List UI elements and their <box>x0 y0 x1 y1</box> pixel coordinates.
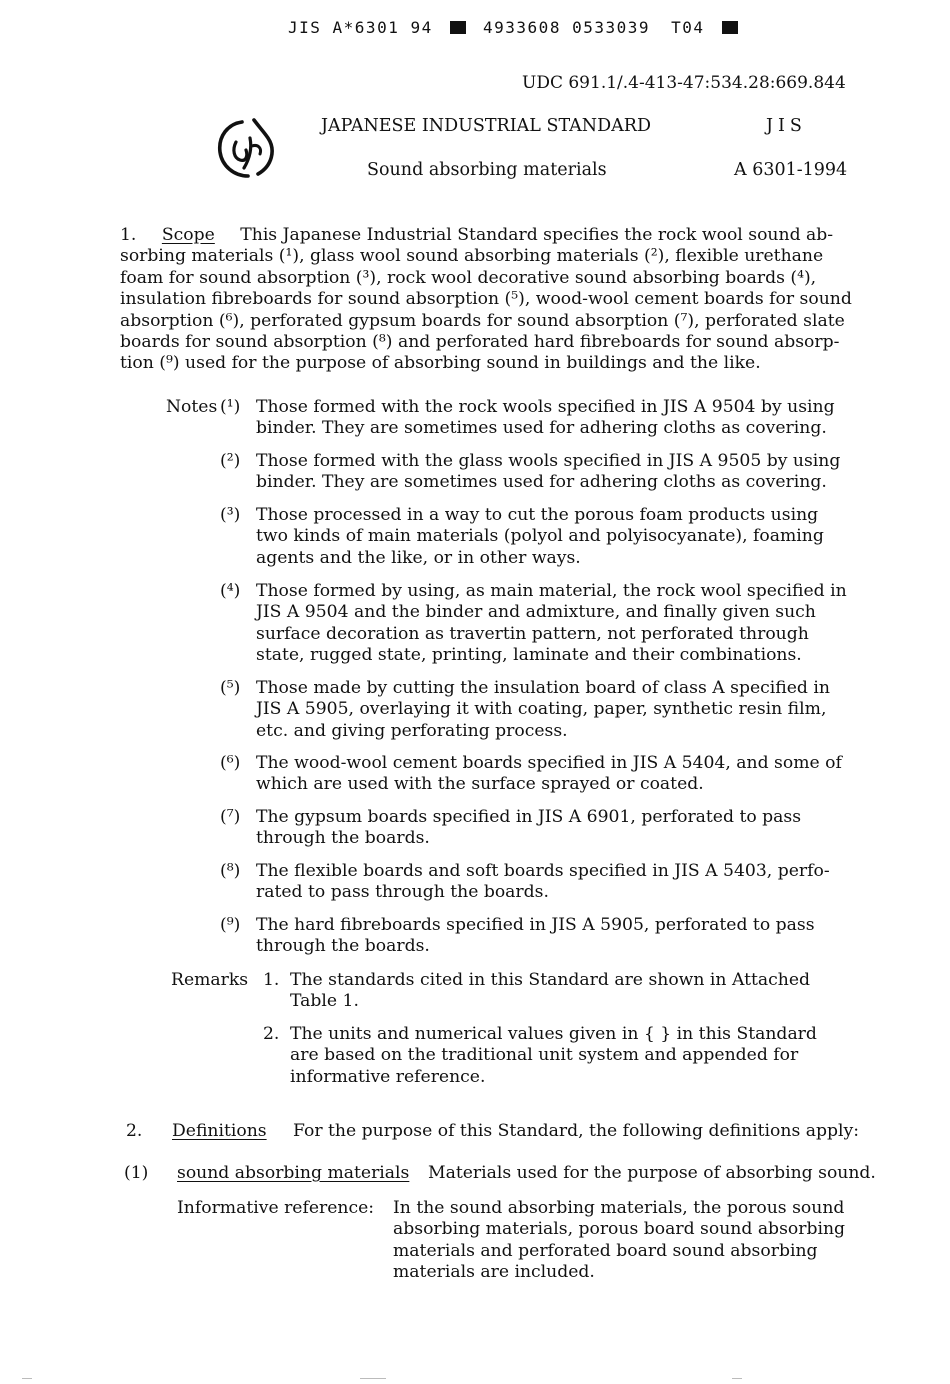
scope-number: 1. <box>120 225 137 245</box>
note-marker: (⁷) <box>220 807 241 827</box>
note-marker: (⁴) <box>220 581 241 601</box>
remark-line: The units and numerical values given in { } in this Standard <box>290 1024 817 1044</box>
definitions-number: 2. <box>126 1121 143 1141</box>
info-line: materials and perforated board sound absorbing <box>393 1240 818 1261</box>
note-line: Those formed with the rock wools specified in JIS A 9504 by using <box>256 397 835 417</box>
info-line: materials are included. <box>393 1262 595 1283</box>
note-5 <box>256 678 830 742</box>
remark-line: are based on the traditional unit system and appended for <box>290 1045 799 1066</box>
standard-title: JAPANESE INDUSTRIAL STANDARD <box>321 116 651 136</box>
note-line: agents and the like, or in other ways. <box>256 547 581 568</box>
definition-term: sound absorbing materials <box>177 1163 410 1183</box>
remarks-label: Remarks <box>171 970 249 990</box>
note-1 <box>256 397 835 440</box>
informative-reference-label: Informative reference: <box>177 1198 375 1218</box>
informative-reference-text <box>393 1198 845 1284</box>
scope-text-line: boards for sound absorption (⁸) and perforated hard fibreboards for sound absorp- <box>120 332 840 353</box>
note-line: two kinds of main materials (polyol and polyisocyanate), foaming <box>256 526 824 547</box>
standard-subtitle: Sound absorbing materials <box>367 160 607 180</box>
udc-number: UDC 691.1/.4-413-47:534.28:669.844 <box>522 73 846 93</box>
note-line: binder. They are sometimes used for adhering cloths as covering. <box>256 418 827 439</box>
definition-number: (1) <box>124 1163 149 1183</box>
note-7 <box>256 807 801 850</box>
note-8 <box>256 861 830 904</box>
note-line: surface decoration as travertin pattern, not perforated through <box>256 623 809 644</box>
code-right-b: T04 <box>671 18 705 37</box>
note-line: binder. They are sometimes used for adhering cloths as covering. <box>256 472 827 493</box>
remark-2 <box>290 1024 817 1088</box>
note-line: rated to pass through the boards. <box>256 882 549 903</box>
scan-mark <box>22 1378 32 1379</box>
definitions-heading: Definitions <box>172 1121 267 1141</box>
scope-text-line: tion (⁹) used for the purpose of absorbing sound in buildings and the like. <box>120 353 761 374</box>
note-marker: (¹) <box>220 397 241 417</box>
code-left: JIS A*6301 94 <box>288 18 433 37</box>
block-mark-end <box>722 21 738 34</box>
note-line: through the boards. <box>256 828 430 849</box>
remark-1 <box>290 970 810 1013</box>
document-code-line <box>288 18 744 37</box>
note-line: etc. and giving perforating process. <box>256 720 568 741</box>
jis-label: JIS <box>766 116 807 136</box>
note-6 <box>256 753 842 796</box>
notes-label: Notes <box>166 397 218 417</box>
definition-text: Materials used for the purpose of absorbing sound. <box>428 1163 876 1183</box>
info-line: absorbing materials, porous board sound absorbing <box>393 1219 846 1240</box>
scope-text-line: absorption (⁶), perforated gypsum boards for sound absorption (⁷), perforated slate <box>120 310 845 331</box>
remark-line: informative reference. <box>290 1066 486 1087</box>
code-right-a: 4933608 0533039 <box>483 18 651 37</box>
remark-line: The standards cited in this Standard are shown in Attached <box>290 970 810 990</box>
definitions-text: For the purpose of this Standard, the following definitions apply: <box>293 1121 860 1141</box>
note-line: JIS A 9504 and the binder and admixture, and finally given such <box>256 602 816 623</box>
note-marker: (³) <box>220 505 241 525</box>
note-line: Those made by cutting the insulation board of class A specified in <box>256 678 830 698</box>
standard-number: A 6301-1994 <box>734 160 848 180</box>
note-marker: (⁸) <box>220 861 241 881</box>
note-marker: (²) <box>220 451 241 471</box>
scan-mark <box>732 1378 742 1379</box>
note-3 <box>256 505 824 569</box>
scope-text-line: foam for sound absorption (³), rock wool decorative sound absorbing boards (⁴), <box>120 267 817 288</box>
scope-section <box>120 225 852 375</box>
note-line: Those formed with the glass wools specified in JIS A 9505 by using <box>256 451 841 471</box>
remark-marker: 2. <box>263 1024 280 1044</box>
jis-mark-logo <box>214 116 278 182</box>
note-line: Those processed in a way to cut the porous foam products using <box>256 505 819 525</box>
note-line: The wood-wool cement boards specified in JIS A 5404, and some of <box>256 753 842 773</box>
note-marker: (⁹) <box>220 915 241 935</box>
note-marker: (⁶) <box>220 753 241 773</box>
info-line: In the sound absorbing materials, the porous sound <box>393 1198 845 1218</box>
note-marker: (⁵) <box>220 678 241 698</box>
note-line: The flexible boards and soft boards specified in JIS A 5403, perfo- <box>256 861 830 881</box>
scope-heading: Scope <box>161 225 215 245</box>
note-4 <box>256 581 847 667</box>
note-line: through the boards. <box>256 936 430 957</box>
note-line: JIS A 5905, overlaying it with coating, paper, synthetic resin film, <box>256 699 827 720</box>
remark-marker: 1. <box>263 970 280 990</box>
note-line: which are used with the surface sprayed or coated. <box>256 774 704 795</box>
note-line: Those formed by using, as main material, the rock wool specified in <box>256 581 847 601</box>
note-2 <box>256 451 840 494</box>
scope-line-1 <box>120 225 852 246</box>
note-line: The hard fibreboards specified in JIS A 5905, perforated to pass <box>256 915 815 935</box>
note-line: state, rugged state, printing, laminate and their combinations. <box>256 645 802 666</box>
scope-text-line: sorbing materials (¹), glass wool sound absorbing materials (²), flexible urethane <box>120 246 824 267</box>
note-9 <box>256 915 815 958</box>
scan-mark <box>360 1378 386 1379</box>
block-mark <box>450 21 466 34</box>
scope-text-line: insulation fibreboards for sound absorption (⁵), wood-wool cement boards for sound <box>120 289 852 310</box>
note-line: The gypsum boards specified in JIS A 6901, perforated to pass <box>256 807 802 827</box>
remark-line: Table 1. <box>290 991 359 1012</box>
scope-text-line: This Japanese Industrial Standard specifies the rock wool sound ab- <box>240 225 834 245</box>
